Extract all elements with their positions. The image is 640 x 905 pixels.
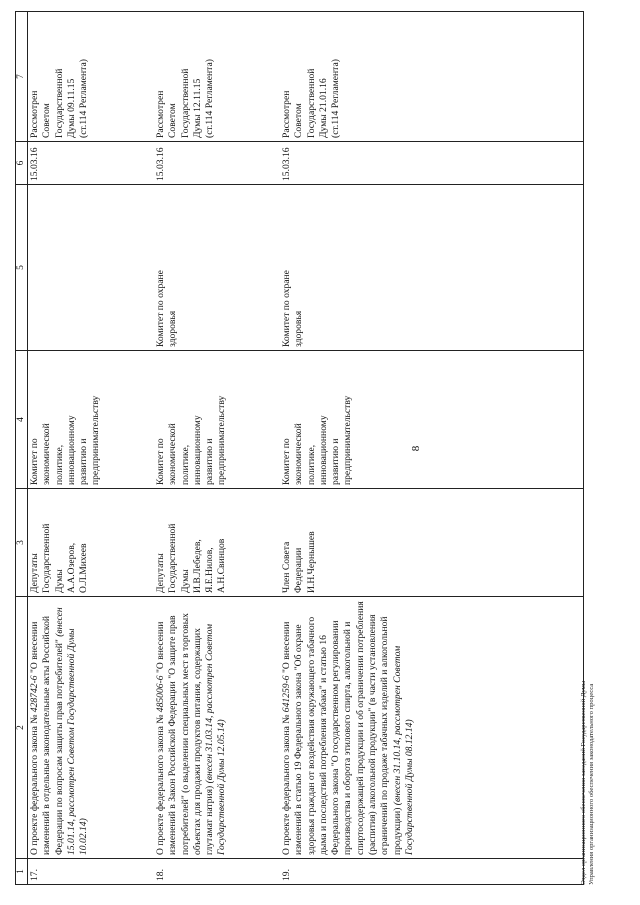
bill-title-text: "О внесении изменений в статью 19 Федерального закона "Об охране здоровья граждан от воздействия окружающего табачного дыма и последствий потребления табака" и статью 16 Федерального закона "О государственном регулировании производства и оборота этилового спирта, алкогольной и спиртосодержащей продукции и об ограничении потребления (распития) алкогольной продукции" (в части установления ограничений по продаже табачных изделий и алкогольной продукции) [281,601,403,855]
bill-title-cell [28,597,155,859]
authors-cell [280,489,584,597]
author-line: Думы [179,569,191,593]
header-row [16,12,28,885]
committee-line: экономической [293,423,305,485]
bill-note: (внесен 31.10.14, рассмотрен Советом Государственной Думы 08.12.14) [391,645,415,855]
bill-title-text: "О внесении изменений в отдельные законодательные акты Российской Федерации по вопросам защиты прав потребителей" [29,615,65,855]
committee-line: предпринимательству [90,395,102,485]
row-number: 18. [154,859,280,885]
co-committee-line: здоровья [167,310,179,347]
author-line: И.Н.Чернышев [305,531,317,593]
status-line: Советом [293,103,305,138]
table-row [280,12,584,885]
author-line: И.В.Лебедев, [191,539,203,593]
col-header-7: 7 [16,12,28,142]
author-line: Федерации [293,547,305,593]
footer-line: Отдел организационного обеспечения заседаний Государственной Думы [580,680,587,885]
bill-number: 641259-6 [281,675,292,713]
rotated-landscape-sheet [15,12,605,885]
co-committee-line: Комитет по охране [155,270,166,347]
status-line: Думы 09.11.15 [65,78,77,138]
author-line: А.А.Озеров, [65,542,77,593]
committee-line: предпринимательству [216,395,228,485]
bill-title-prefix: О проекте федерального закона № [155,712,166,855]
status-line: Рассмотрен [29,90,40,138]
status-line: Рассмотрен [155,90,166,138]
bill-title-text: "О внесении изменений в Закон Российской Федерации "О защите прав потребителей" (о выделении специальных мест в торговых объектах для продажи продуктов питания, содержащих глутамат натрия) [155,613,216,855]
col-header-1: 1 [16,859,28,885]
co-committee-line: здоровья [293,310,305,347]
bills-table [15,11,584,885]
author-line: Думы [53,569,65,593]
status-cell [28,12,155,142]
committee-line: инновационному [65,415,77,485]
date-cell: 15.03.16 [280,142,584,185]
committee-line: развитию и [78,438,90,485]
bill-number: 485006-6 [155,675,166,713]
table-row [154,12,280,885]
col-header-3: 3 [16,489,28,597]
status-line: Государственной [179,68,191,138]
author-line: О.Л.Михеев [78,543,90,593]
date-cell: 15.03.16 [154,142,280,185]
bill-title-prefix: О проекте федерального закона № [29,712,40,855]
status-line: (ст.114 Регламента) [330,59,342,138]
bill-note: (внесен 31.03.14, рассмотрен Советом Государственной Думы 12.05.14) [204,624,228,855]
committee-line: Комитет по [281,438,292,485]
author-line: Я.Е.Нилов, [204,547,216,593]
status-cell [154,12,280,142]
status-line: Думы 12.11.15 [191,78,203,138]
co-committee-cell [154,185,280,351]
row-number: 17. [28,859,155,885]
col-header-2: 2 [16,597,28,859]
committee-cell [280,351,584,489]
author-line: Государственной [41,523,53,593]
footer-line: Управления организационного обеспечения законодательного процесса [588,683,595,885]
committee-line: предпринимательству [342,395,354,485]
co-committee-cell [28,185,155,351]
bill-title-prefix: О проекте федерального закона № [281,712,292,855]
col-header-6: 6 [16,142,28,185]
bill-note: (внесен 15.01.14, рассмотрен Советом Государственной Думы 10.02.14) [53,607,90,855]
status-line: (ст.114 Регламента) [204,59,216,138]
committee-line: развитию и [204,438,216,485]
status-line: Думы 21.01.16 [317,78,329,138]
page-number: 8 [410,445,422,452]
committee-line: инновационному [191,415,203,485]
committee-line: развитию и [330,438,342,485]
row-number: 19. [280,859,584,885]
committee-cell [28,351,155,489]
co-committee-cell [280,185,584,351]
authors-cell [28,489,155,597]
status-line: Государственной [53,68,65,138]
committee-line: Комитет по [29,438,40,485]
committee-line: политике, [179,444,191,485]
author-line: Депутаты [29,553,40,593]
committee-line: политике, [53,444,65,485]
co-committee-line: Комитет по охране [281,270,292,347]
date-cell: 15.03.16 [28,142,155,185]
author-line: Государственной [167,523,179,593]
status-line: Советом [41,103,53,138]
bill-number: 428742-6 [29,675,40,713]
author-line: Член Совета [281,541,292,593]
bill-title-cell [154,597,280,859]
status-cell [280,12,584,142]
col-header-4: 4 [16,351,28,489]
status-line: Советом [167,103,179,138]
committee-line: экономической [167,423,179,485]
page-footer [580,285,596,885]
committee-line: политике, [305,444,317,485]
table-row [28,12,155,885]
status-line: (ст.114 Регламента) [78,59,90,138]
status-line: Рассмотрен [281,90,292,138]
col-header-5: 5 [16,185,28,351]
status-line: Государственной [305,68,317,138]
committee-cell [154,351,280,489]
bill-title-cell [280,597,584,859]
author-line: А.Н.Свинцов [216,538,228,593]
committee-line: инновационному [317,415,329,485]
committee-line: Комитет по [155,438,166,485]
authors-cell [154,489,280,597]
committee-line: экономической [41,423,53,485]
author-line: Депутаты [155,553,166,593]
